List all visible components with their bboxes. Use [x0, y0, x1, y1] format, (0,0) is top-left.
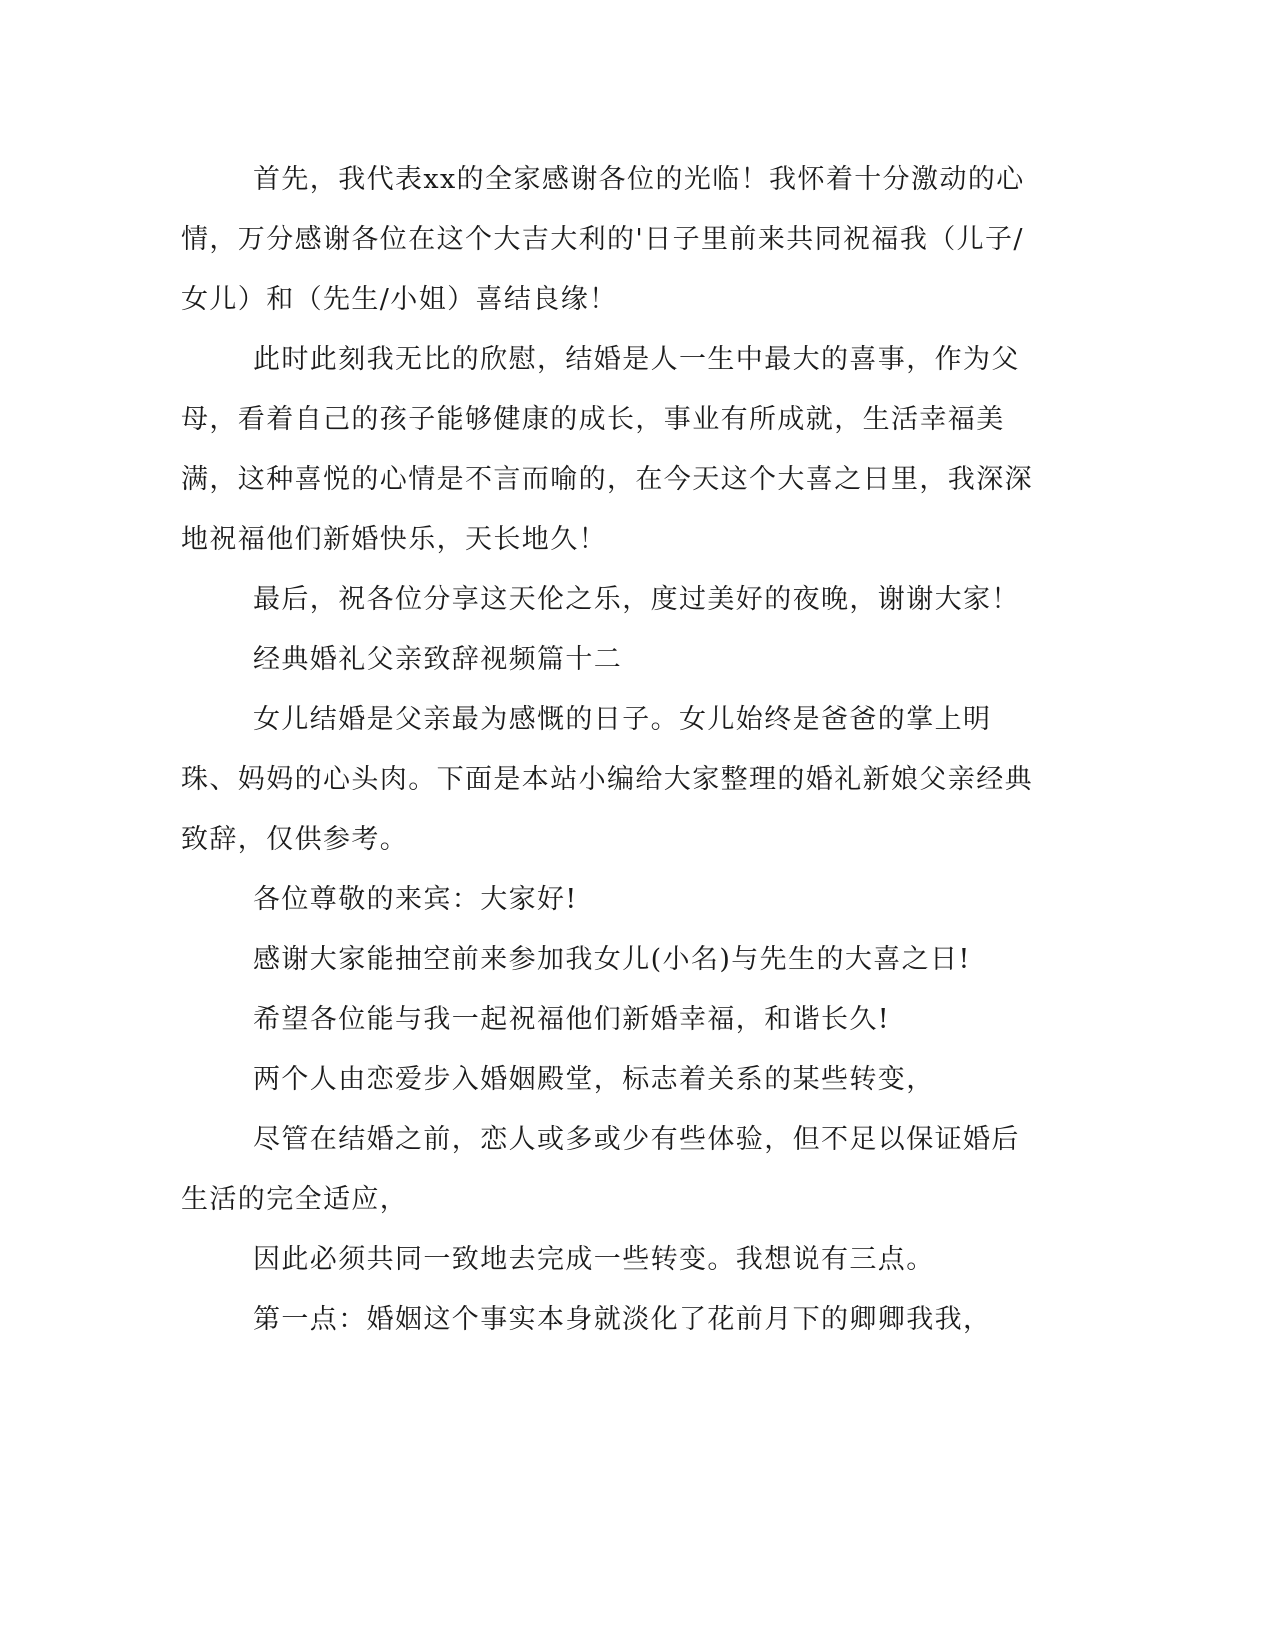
paragraph-adaptation: 尽管在结婚之前，恋人或多或少有些体验，但不足以保证婚后生活的完全适应，	[181, 1124, 1020, 1215]
paragraph-parent-joy: 此时此刻我无比的欣慰，结婚是人一生中最大的喜事，作为父母，看着自己的孩子能够健康的成长，事业有所成就，生活幸福美满，这种喜悦的心情是不言而喻的，在今天这个大喜之日里，我深深地祝福他们新婚快乐，天长地久！	[181, 344, 1033, 555]
paragraph-closing-thanks: 最后，祝各位分享这天伦之乐，度过美好的夜晚，谢谢大家！	[253, 584, 1020, 615]
paragraph-thanks-opening: 首先，我代表xx的全家感谢各位的光临！我怀着十分激动的心情，万分感谢各位在这个大吉大利的'日子里前来共同祝福我（儿子/女儿）和（先生/小姐）喜结良缘！	[181, 164, 1025, 315]
document-body	[181, 150, 1041, 1350]
paragraph-blessing: 希望各位能与我一起祝福他们新婚幸福，和谐长久!	[253, 1004, 891, 1035]
paragraph-intro: 女儿结婚是父亲最为感慨的日子。女儿始终是爸爸的掌上明珠、妈妈的心头肉。下面是本站小编给大家整理的婚礼新娘父亲经典致辞，仅供参考。	[181, 704, 1033, 855]
paragraph-marriage-transition: 两个人由恋爱步入婚姻殿堂，标志着关系的某些转变，	[253, 1064, 935, 1095]
paragraph-greeting: 各位尊敬的来宾：大家好!	[253, 884, 578, 915]
paragraph-three-points: 因此必须共同一致地去完成一些转变。我想说有三点。	[253, 1244, 935, 1275]
section-heading: 经典婚礼父亲致辞视频篇十二	[253, 644, 623, 675]
paragraph-point-one: 第一点：婚姻这个事实本身就淡化了花前月下的卿卿我我，	[253, 1304, 992, 1335]
paragraph-thanks-guests: 感谢大家能抽空前来参加我女儿(小名)与先生的大喜之日!	[253, 944, 971, 975]
